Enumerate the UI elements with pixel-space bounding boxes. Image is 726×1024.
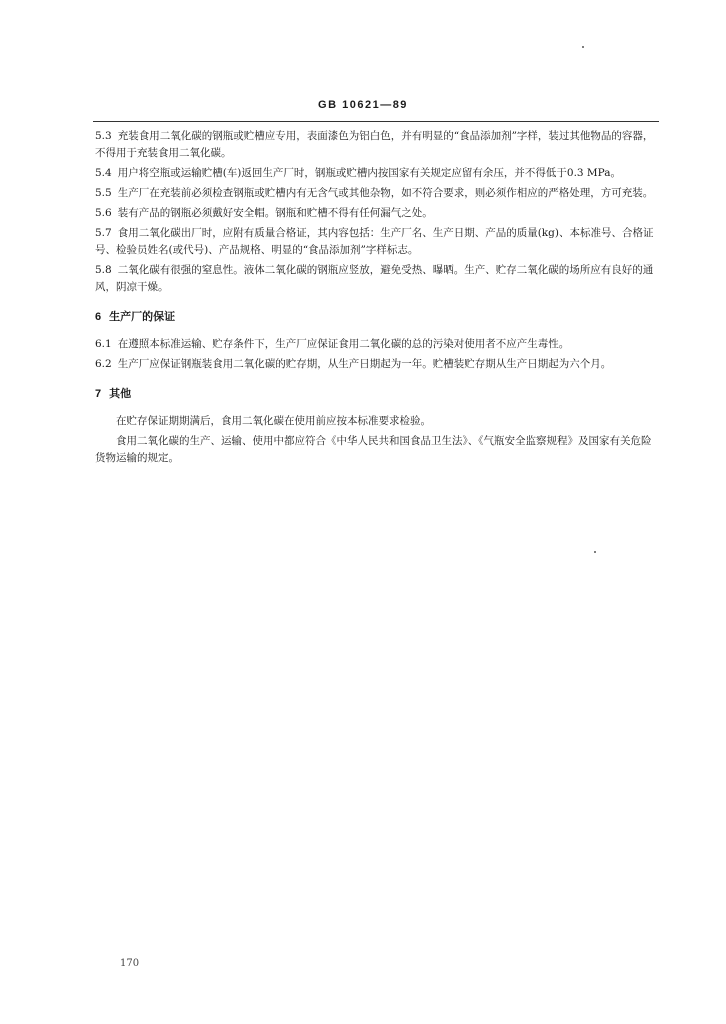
body-paragraph: 在贮存保证期期满后，食用二氧化碳在使用前应按本标准要求检验。 — [116, 415, 431, 427]
clause-text: 充装食用二氧化碳的钢瓶或贮槽应专用，表面漆色为铝白色，并有明显的“食品添加剂”字样，装过其他物品的容器，不得用于充装食用二氧化碳。 — [95, 130, 654, 159]
header-rule — [93, 121, 659, 122]
clause-paragraph — [95, 165, 661, 182]
clause-6-list — [95, 336, 661, 373]
clause-number: 5.5 — [95, 187, 112, 199]
page-number: 170 — [120, 958, 140, 969]
clause-text: 生产厂在充装前必须检查钢瓶或贮槽内有无含气或其他杂物，如不符合要求，则必须作相应的严格处理，方可充装。 — [117, 187, 654, 199]
clause-paragraph — [95, 262, 661, 296]
clause-5-list — [95, 128, 661, 296]
section-7-heading — [95, 386, 661, 403]
section-title: 生产厂的保证 — [109, 311, 176, 323]
clause-text: 二氧化碳有很强的窒息性。液体二氧化碳的钢瓶应竖放，避免受热、曝晒。生产、贮存二氧化碳的场所应有良好的通风，阴凉干燥。 — [95, 264, 654, 293]
section-title: 其他 — [109, 388, 132, 400]
document-body — [95, 128, 661, 470]
section-number: 6 — [95, 311, 102, 323]
clause-text: 装有产品的钢瓶必须戴好安全帽。钢瓶和贮槽不得有任何漏气之处。 — [117, 207, 433, 219]
clause-paragraph — [95, 336, 661, 353]
section-7-body — [95, 413, 661, 467]
clause-text: 在遵照本标准运输、贮存条件下，生产厂应保证食用二氧化碳的总的污染对使用者不应产生毒性。 — [117, 338, 570, 350]
scan-speck — [594, 551, 596, 553]
clause-number: 5.7 — [95, 227, 112, 239]
scan-speck — [582, 46, 584, 48]
clause-paragraph — [95, 185, 661, 202]
clause-number: 5.8 — [95, 264, 112, 276]
section-number: 7 — [95, 388, 102, 400]
clause-number: 6.2 — [95, 358, 112, 370]
clause-text: 生产厂应保证钢瓶装食用二氧化碳的贮存期，从生产日期起为一年。贮槽装贮存期从生产日期起为六个月。 — [117, 358, 612, 370]
clause-number: 5.4 — [95, 167, 112, 179]
document-header-code: GB 10621—89 — [318, 99, 408, 111]
clause-text: 食用二氧化碳出厂时，应附有质量合格证，其内容包括：生产厂名、生产日期、产品的质量(kg)、本标准号、合格证号、检验员姓名(或代号)、产品规格、明显的“食品添加剂”字样标志。 — [95, 227, 654, 256]
clause-paragraph — [95, 128, 661, 162]
clause-paragraph — [95, 225, 661, 259]
body-paragraph: 食用二氧化碳的生产、运输、使用中都应符合《中华人民共和国食品卫生法》、《气瓶安全监察规程》及国家有关危险货物运输的规定。 — [95, 435, 652, 464]
clause-paragraph — [95, 205, 661, 222]
clause-number: 5.3 — [95, 130, 112, 142]
clause-number: 6.1 — [95, 338, 112, 350]
clause-text: 用户将空瓶或运输贮槽(车)返回生产厂时，钢瓶或贮槽内按国家有关规定应留有余压，并不得低于0.3 MPa。 — [117, 167, 622, 179]
clause-paragraph — [95, 356, 661, 373]
section-6-heading — [95, 309, 661, 326]
clause-number: 5.6 — [95, 207, 112, 219]
